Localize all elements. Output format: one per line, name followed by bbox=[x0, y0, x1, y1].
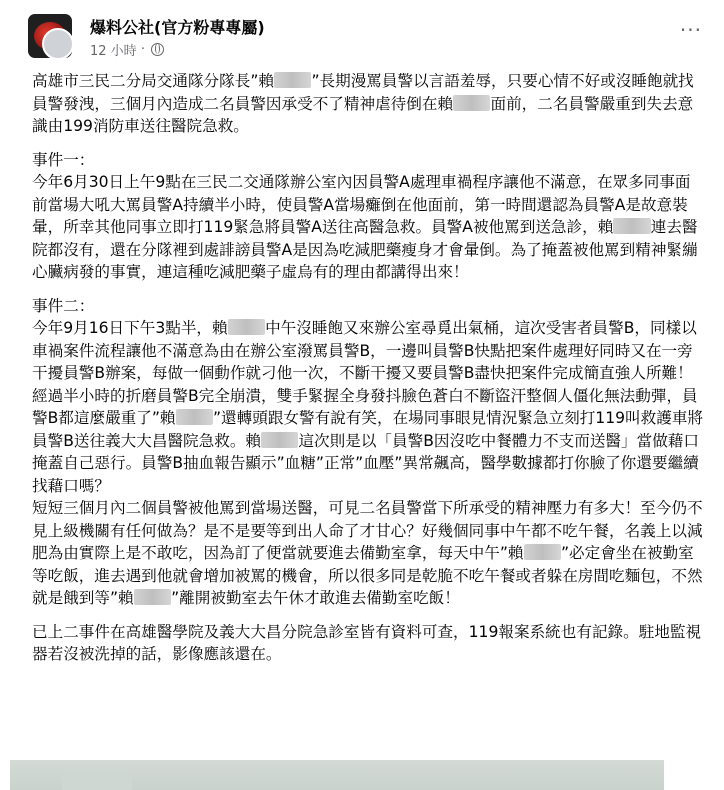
meta-separator: · bbox=[140, 42, 145, 57]
redacted-name bbox=[261, 432, 298, 448]
redacted-name bbox=[176, 409, 213, 425]
post-timestamp[interactable]: 12 小時 bbox=[90, 44, 137, 59]
text-segment: 短短三個月內二個員警被他罵到當場送醫，可見二名員警當下所承受的精神壓力有多大！至今仍不見上級機關有任何做為？是不是要等到出人命了才甘心？好幾個同事中午都不吃午餐，名義上以減肥為由實際上是不敢吃，因為訂了便當就要進去備勤室拿，每天中午”賴 bbox=[32, 499, 703, 562]
text-segment: 中午沒睡飽又來辦公室尋覓出氣桶，這次受害者員警B，同樣以車禍案件流程讓他不滿意為由在辦公室潑罵員警B，一邊叫員警B快點把案件處理好同時又在一旁干擾員警B辦案，每做一個動作就刁他一次，不斷干擾又要員警B盡快把案件完成簡直強人所難！經過半小時的折磨員警B完全崩潰，雙手緊握全身發抖臉色蒼白不斷盜汗整個人僵化無法動彈，員警B都這麼嚴重了”賴 bbox=[32, 319, 698, 427]
event1-paragraph bbox=[32, 149, 704, 284]
event2-paragraph bbox=[32, 295, 704, 610]
closing-paragraph: 已上二事件在高雄醫學院及義大大昌分院急診室皆有資料可查，119報案系統也有記錄。駐地監視器若沒被洗掉的話，影像應該還在。 bbox=[32, 622, 702, 663]
intro-paragraph bbox=[32, 70, 704, 138]
text-segment: 連去醫院都沒有，還在分隊裡到處誹謗員警A是因為吃減肥藥瘦身才會暈倒。為了掩蓋被他罵到精神緊繃心臟病發的事實，連這種吃減肥藥子虛烏有的理由都講得出來！ bbox=[32, 218, 698, 281]
text-segment: 今年9月16日下午3點半，賴 bbox=[32, 319, 228, 337]
post-image[interactable] bbox=[10, 760, 664, 790]
redacted-name bbox=[228, 319, 265, 335]
page-avatar[interactable] bbox=[28, 14, 72, 58]
redacted-name bbox=[134, 589, 171, 605]
post-body bbox=[32, 70, 704, 677]
image-detail bbox=[62, 772, 132, 790]
globe-icon[interactable] bbox=[151, 43, 164, 56]
redacted-name bbox=[524, 544, 561, 560]
redacted-name bbox=[613, 218, 650, 234]
text-segment: ”還轉頭跟女警有說有笑，在場同事眼見情況緊急立刻打119叫救護車將員警B送往義大大昌醫院急救。賴 bbox=[32, 409, 704, 450]
profile-photo bbox=[42, 28, 72, 58]
redacted-name bbox=[274, 72, 311, 88]
page-name-link[interactable]: 爆料公社(官方粉專專屬) bbox=[90, 18, 265, 37]
post-meta bbox=[90, 40, 164, 59]
text-segment: ”離開被勤室去午休才敢進去備勤室吃飯！ bbox=[171, 589, 460, 607]
event2-heading: 事件二： bbox=[32, 296, 95, 315]
text-segment: 這次則是以「員警B因沒吃中餐體力不支而送醫」當做藉口掩蓋自己惡行。員警B抽血報告顯示”血糖”正常”血壓”異常飆高，醫學數據都打你臉了你還要繼續找藉口嗎？ bbox=[32, 431, 699, 495]
event1-heading: 事件一： bbox=[32, 150, 95, 169]
more-options-icon[interactable]: ··· bbox=[679, 18, 702, 42]
text-segment: 今年6月30日上午9點在三民二交通隊辦公室內因員警A處理車禍程序讓他不滿意，在眾多同事面前當場大吼大罵員警A持續半小時，使員警A當場癱倒在他面前，第一時間還認為員警A是故意裝暈，所幸其他同事立即打119緊急將員警A送往高醫急救。員警A被他罵到送急診，賴 bbox=[32, 173, 691, 236]
text-segment: 面前，二名員警嚴重到失去意識由199消防車送往醫院急救。 bbox=[32, 94, 694, 135]
redacted-name bbox=[453, 95, 490, 111]
post-header bbox=[28, 14, 714, 64]
text-segment: ”長期漫罵員警以言語羞辱，只要心情不好或沒睡飽就找員警發洩，三個月內造成二名員警因承受不了精神虐待倒在賴 bbox=[32, 72, 694, 113]
text-segment: ”必定會坐在被勤室等吃飯，進去遇到他就會增加被罵的機會，所以很多同是乾脆不吃午餐或者躲在房間吃麵包，不然就是餓到等”賴 bbox=[32, 544, 703, 607]
text-segment: 高雄市三民二分局交通隊分隊長”賴 bbox=[32, 72, 274, 90]
